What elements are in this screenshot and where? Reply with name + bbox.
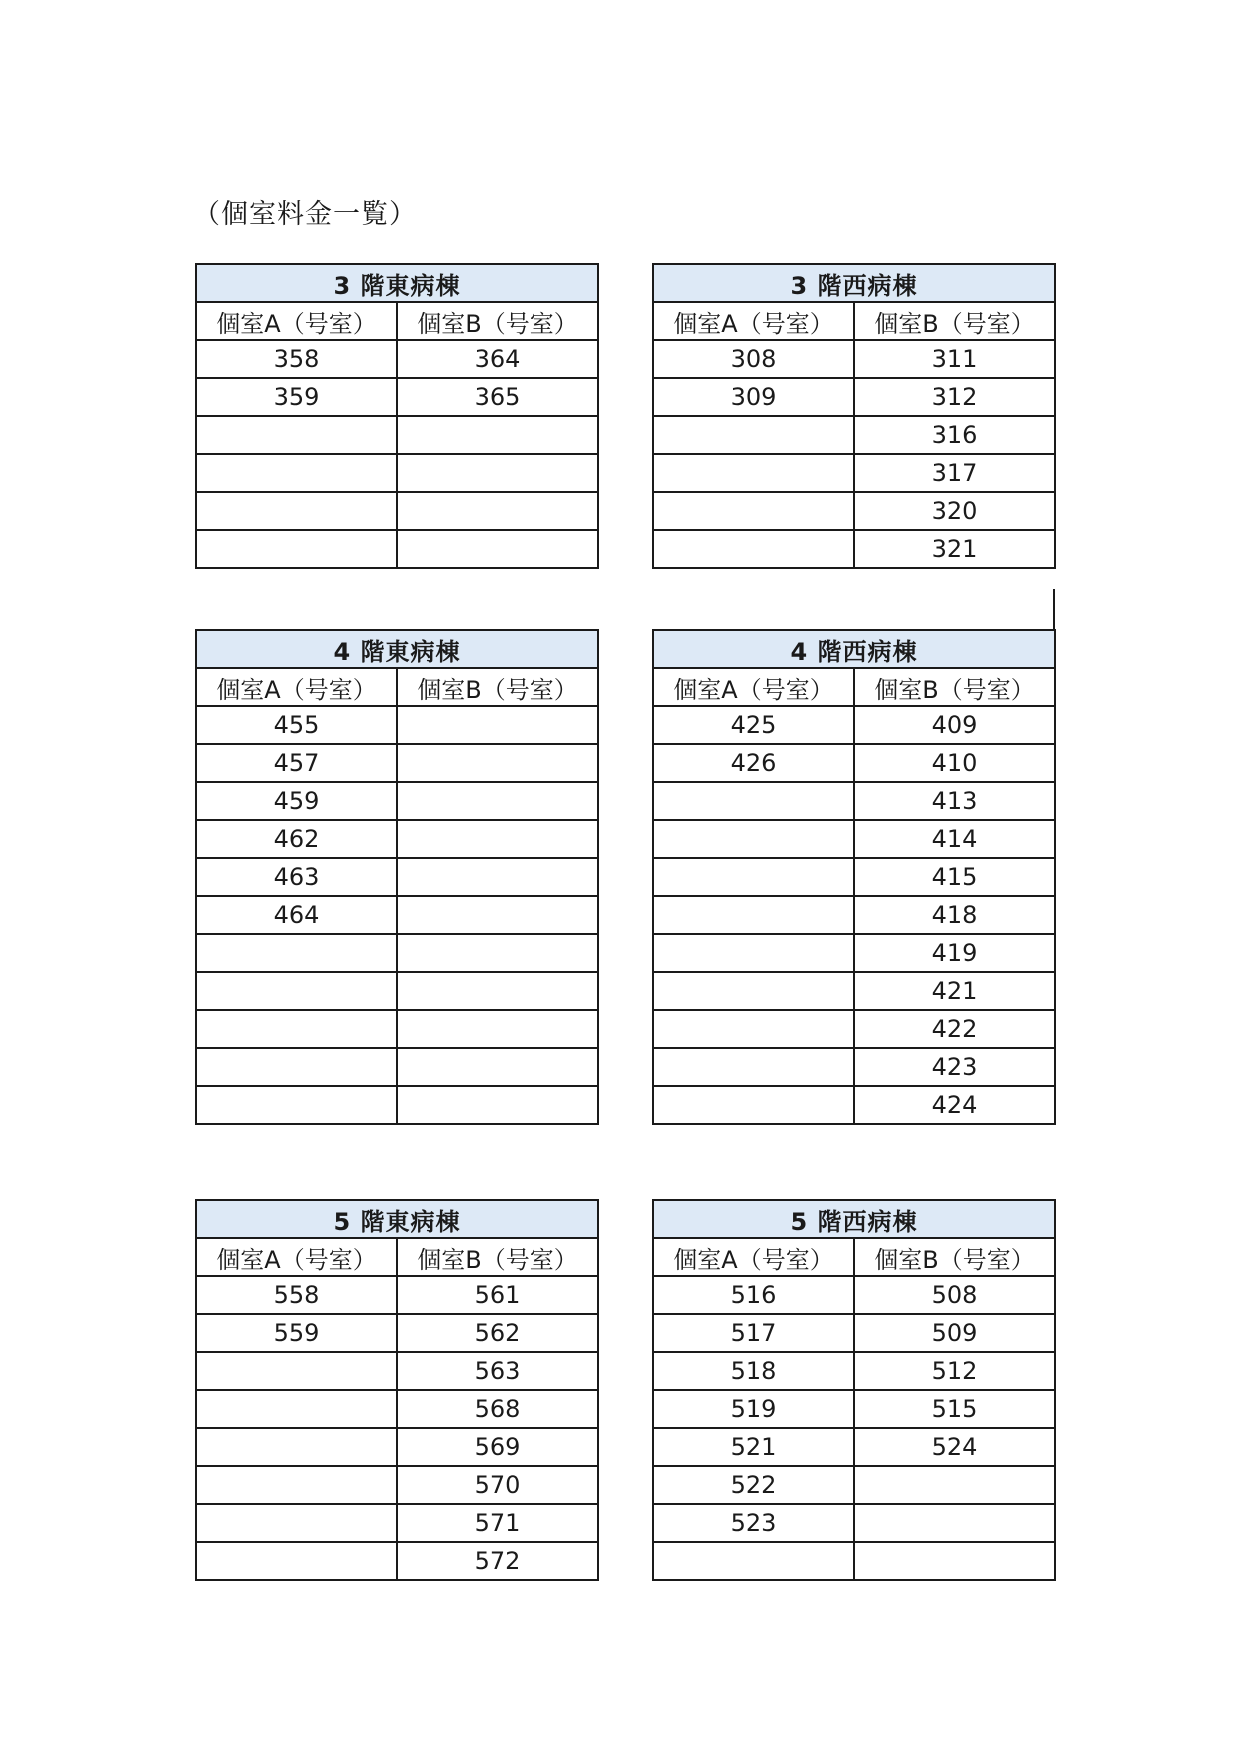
room-b-cell: 422 bbox=[854, 1010, 1055, 1048]
room-a-cell bbox=[653, 782, 854, 820]
table-row bbox=[653, 1010, 1055, 1048]
room-b-cell: 312 bbox=[854, 378, 1055, 416]
room-b-cell: 571 bbox=[397, 1504, 598, 1542]
room-b-cell: 512 bbox=[854, 1352, 1055, 1390]
table-row bbox=[653, 492, 1055, 530]
room-a-cell bbox=[653, 896, 854, 934]
table-row bbox=[653, 1352, 1055, 1390]
room-b-cell: 508 bbox=[854, 1276, 1055, 1314]
ward-title-row bbox=[196, 630, 598, 668]
table-row bbox=[653, 530, 1055, 568]
room-a-cell: 517 bbox=[653, 1314, 854, 1352]
room-a-cell bbox=[653, 858, 854, 896]
table-row bbox=[196, 1390, 598, 1428]
room-b-cell bbox=[397, 896, 598, 934]
table-row bbox=[653, 1466, 1055, 1504]
room-a-cell bbox=[196, 454, 397, 492]
room-a-cell bbox=[653, 972, 854, 1010]
page-title: （個室料金一覧） bbox=[193, 199, 417, 230]
room-a-cell bbox=[653, 934, 854, 972]
ward-table-5f-east bbox=[195, 1199, 599, 1581]
ward-table-3f-east bbox=[195, 263, 599, 569]
room-a-cell: 462 bbox=[196, 820, 397, 858]
room-a-cell bbox=[653, 820, 854, 858]
ward-title-row bbox=[196, 1200, 598, 1238]
room-b-cell: 563 bbox=[397, 1352, 598, 1390]
room-a-cell: 359 bbox=[196, 378, 397, 416]
column-header-room-a: 個室A（号室） bbox=[196, 302, 397, 340]
room-a-cell: 558 bbox=[196, 1276, 397, 1314]
table-row bbox=[653, 1542, 1055, 1580]
room-b-cell: 320 bbox=[854, 492, 1055, 530]
table-row bbox=[196, 454, 598, 492]
room-a-cell: 457 bbox=[196, 744, 397, 782]
room-b-cell bbox=[397, 782, 598, 820]
table-row bbox=[196, 530, 598, 568]
room-a-cell: 516 bbox=[653, 1276, 854, 1314]
room-a-cell bbox=[653, 1086, 854, 1124]
table-row bbox=[196, 378, 598, 416]
room-a-cell bbox=[196, 1504, 397, 1542]
room-b-cell: 316 bbox=[854, 416, 1055, 454]
column-header-room-a: 個室A（号室） bbox=[196, 668, 397, 706]
ward-title: 4 階西病棟 bbox=[653, 630, 1055, 668]
table-row bbox=[196, 1010, 598, 1048]
room-a-cell: 522 bbox=[653, 1466, 854, 1504]
table-row bbox=[196, 1352, 598, 1390]
column-header-row bbox=[196, 668, 598, 706]
room-a-cell bbox=[196, 1428, 397, 1466]
room-b-cell: 509 bbox=[854, 1314, 1055, 1352]
column-header-room-b: 個室B（号室） bbox=[397, 1238, 598, 1276]
room-a-cell: 308 bbox=[653, 340, 854, 378]
ward-title: 5 階東病棟 bbox=[196, 1200, 598, 1238]
table-row bbox=[653, 858, 1055, 896]
column-header-room-b: 個室B（号室） bbox=[854, 668, 1055, 706]
room-a-cell: 309 bbox=[653, 378, 854, 416]
ward-title: 3 階西病棟 bbox=[653, 264, 1055, 302]
table-row bbox=[653, 1504, 1055, 1542]
table-row bbox=[653, 454, 1055, 492]
room-a-cell bbox=[196, 1466, 397, 1504]
room-b-cell bbox=[397, 1048, 598, 1086]
room-b-cell: 418 bbox=[854, 896, 1055, 934]
room-a-cell bbox=[196, 416, 397, 454]
table-row bbox=[653, 896, 1055, 934]
table-row bbox=[653, 820, 1055, 858]
table-row bbox=[196, 1428, 598, 1466]
table-row bbox=[196, 1466, 598, 1504]
room-b-cell: 572 bbox=[397, 1542, 598, 1580]
column-header-room-a: 個室A（号室） bbox=[196, 1238, 397, 1276]
ward-table-4f-west bbox=[652, 629, 1056, 1125]
table-row bbox=[653, 1048, 1055, 1086]
room-b-cell bbox=[397, 820, 598, 858]
table-row bbox=[196, 1086, 598, 1124]
room-a-cell bbox=[196, 1390, 397, 1428]
room-b-cell bbox=[397, 858, 598, 896]
room-b-cell bbox=[854, 1504, 1055, 1542]
column-header-room-b: 個室B（号室） bbox=[854, 1238, 1055, 1276]
table-row bbox=[196, 340, 598, 378]
room-b-cell: 419 bbox=[854, 934, 1055, 972]
room-a-cell: 464 bbox=[196, 896, 397, 934]
room-a-cell bbox=[196, 1048, 397, 1086]
table-row bbox=[196, 1542, 598, 1580]
column-header-row bbox=[196, 1238, 598, 1276]
room-a-cell: 518 bbox=[653, 1352, 854, 1390]
table-row bbox=[653, 782, 1055, 820]
room-a-cell bbox=[196, 1352, 397, 1390]
ward-title-row bbox=[653, 630, 1055, 668]
room-a-cell: 426 bbox=[653, 744, 854, 782]
ward-title: 5 階西病棟 bbox=[653, 1200, 1055, 1238]
ward-title-row bbox=[653, 1200, 1055, 1238]
room-b-cell: 409 bbox=[854, 706, 1055, 744]
table-row bbox=[196, 1314, 598, 1352]
table-row bbox=[196, 972, 598, 1010]
ward-title-row bbox=[196, 264, 598, 302]
room-a-cell bbox=[653, 1048, 854, 1086]
room-b-cell: 568 bbox=[397, 1390, 598, 1428]
room-b-cell bbox=[854, 1542, 1055, 1580]
column-header-row bbox=[653, 1238, 1055, 1276]
room-a-cell bbox=[653, 1542, 854, 1580]
table-row bbox=[196, 896, 598, 934]
room-b-cell bbox=[854, 1466, 1055, 1504]
room-b-cell bbox=[397, 744, 598, 782]
room-a-cell: 519 bbox=[653, 1390, 854, 1428]
column-header-room-b: 個室B（号室） bbox=[397, 668, 598, 706]
room-b-cell: 317 bbox=[854, 454, 1055, 492]
room-b-cell: 424 bbox=[854, 1086, 1055, 1124]
room-b-cell: 415 bbox=[854, 858, 1055, 896]
room-a-cell: 523 bbox=[653, 1504, 854, 1542]
room-b-cell bbox=[397, 972, 598, 1010]
room-a-cell bbox=[653, 492, 854, 530]
room-a-cell bbox=[653, 1010, 854, 1048]
column-header-room-a: 個室A（号室） bbox=[653, 1238, 854, 1276]
table-row bbox=[653, 378, 1055, 416]
room-b-cell bbox=[397, 1010, 598, 1048]
column-header-row bbox=[653, 302, 1055, 340]
room-a-cell: 425 bbox=[653, 706, 854, 744]
table-row bbox=[653, 1390, 1055, 1428]
room-a-cell: 559 bbox=[196, 1314, 397, 1352]
room-b-cell: 364 bbox=[397, 340, 598, 378]
room-a-cell bbox=[196, 530, 397, 568]
room-a-cell bbox=[653, 530, 854, 568]
room-b-cell: 524 bbox=[854, 1428, 1055, 1466]
column-header-room-b: 個室B（号室） bbox=[397, 302, 598, 340]
room-b-cell: 413 bbox=[854, 782, 1055, 820]
room-a-cell: 463 bbox=[196, 858, 397, 896]
table-row bbox=[653, 744, 1055, 782]
table-row bbox=[653, 1428, 1055, 1466]
room-b-cell bbox=[397, 706, 598, 744]
table-border-connector bbox=[1053, 589, 1055, 631]
room-b-cell: 421 bbox=[854, 972, 1055, 1010]
room-b-cell: 515 bbox=[854, 1390, 1055, 1428]
table-row bbox=[196, 1504, 598, 1542]
ward-table-3f-west bbox=[652, 263, 1056, 569]
room-a-cell: 521 bbox=[653, 1428, 854, 1466]
table-row bbox=[196, 1048, 598, 1086]
column-header-room-b: 個室B（号室） bbox=[854, 302, 1055, 340]
room-b-cell bbox=[397, 934, 598, 972]
table-row bbox=[196, 492, 598, 530]
room-a-cell bbox=[653, 454, 854, 492]
table-row bbox=[196, 416, 598, 454]
room-b-cell bbox=[397, 1086, 598, 1124]
room-a-cell: 459 bbox=[196, 782, 397, 820]
room-a-cell bbox=[196, 1010, 397, 1048]
column-header-row bbox=[196, 302, 598, 340]
column-header-room-a: 個室A（号室） bbox=[653, 302, 854, 340]
room-a-cell bbox=[196, 934, 397, 972]
table-row bbox=[196, 820, 598, 858]
room-b-cell bbox=[397, 416, 598, 454]
column-header-row bbox=[653, 668, 1055, 706]
table-row bbox=[653, 1086, 1055, 1124]
room-b-cell: 423 bbox=[854, 1048, 1055, 1086]
table-row bbox=[653, 340, 1055, 378]
room-a-cell bbox=[196, 1086, 397, 1124]
ward-table-4f-east bbox=[195, 629, 599, 1125]
table-row bbox=[196, 782, 598, 820]
table-row bbox=[653, 1314, 1055, 1352]
room-b-cell: 570 bbox=[397, 1466, 598, 1504]
room-b-cell: 569 bbox=[397, 1428, 598, 1466]
table-row bbox=[653, 416, 1055, 454]
room-b-cell: 311 bbox=[854, 340, 1055, 378]
room-a-cell bbox=[653, 416, 854, 454]
column-header-room-a: 個室A（号室） bbox=[653, 668, 854, 706]
table-row bbox=[196, 1276, 598, 1314]
room-b-cell: 562 bbox=[397, 1314, 598, 1352]
room-b-cell bbox=[397, 492, 598, 530]
room-a-cell bbox=[196, 1542, 397, 1580]
room-b-cell: 561 bbox=[397, 1276, 598, 1314]
room-a-cell: 358 bbox=[196, 340, 397, 378]
table-row bbox=[196, 934, 598, 972]
room-b-cell: 321 bbox=[854, 530, 1055, 568]
ward-title-row bbox=[653, 264, 1055, 302]
table-row bbox=[653, 972, 1055, 1010]
ward-title: 3 階東病棟 bbox=[196, 264, 598, 302]
room-b-cell bbox=[397, 530, 598, 568]
table-row bbox=[196, 744, 598, 782]
room-a-cell: 455 bbox=[196, 706, 397, 744]
table-row bbox=[653, 1276, 1055, 1314]
room-a-cell bbox=[196, 972, 397, 1010]
table-row bbox=[653, 934, 1055, 972]
room-a-cell bbox=[196, 492, 397, 530]
room-b-cell bbox=[397, 454, 598, 492]
table-row bbox=[653, 706, 1055, 744]
ward-title: 4 階東病棟 bbox=[196, 630, 598, 668]
room-b-cell: 414 bbox=[854, 820, 1055, 858]
room-b-cell: 365 bbox=[397, 378, 598, 416]
table-row bbox=[196, 706, 598, 744]
room-b-cell: 410 bbox=[854, 744, 1055, 782]
table-row bbox=[196, 858, 598, 896]
ward-table-5f-west bbox=[652, 1199, 1056, 1581]
